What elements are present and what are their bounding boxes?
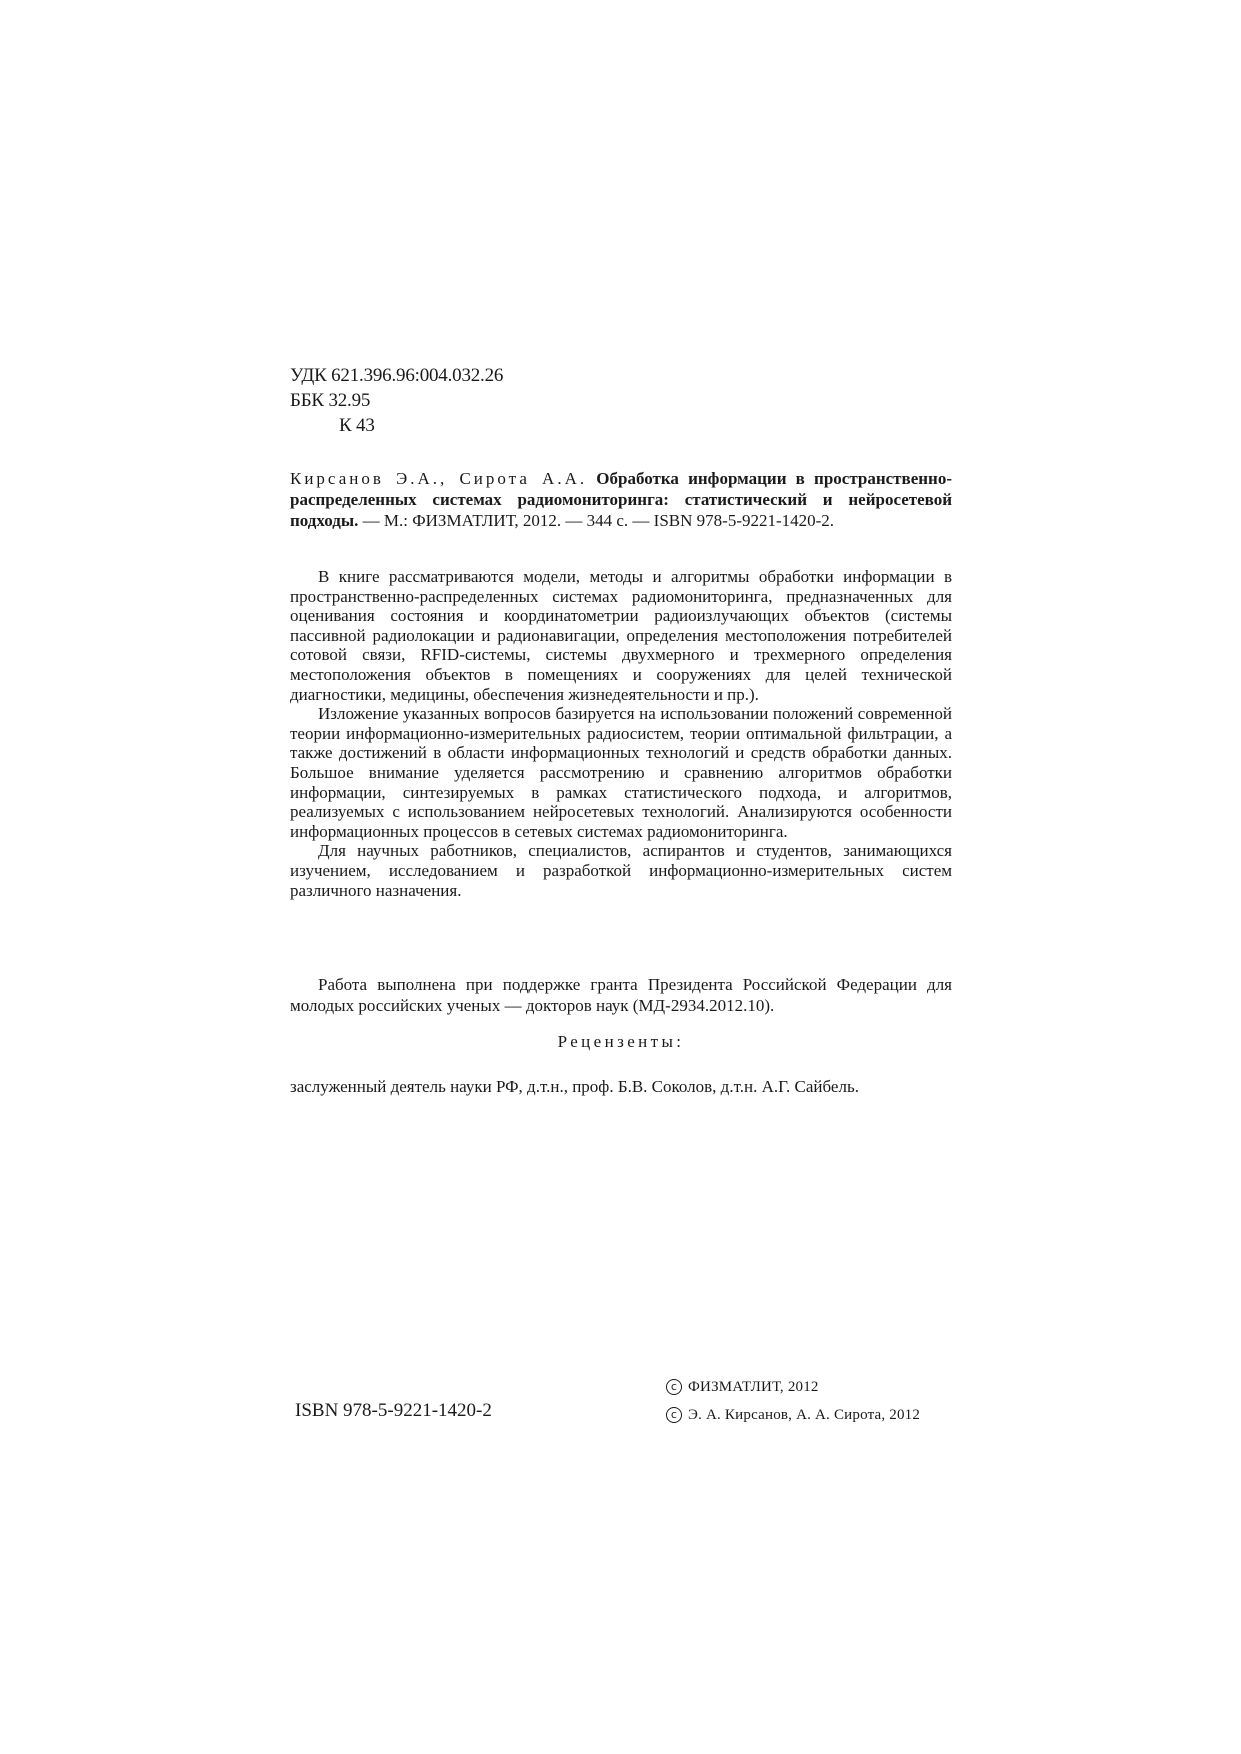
copyright-publisher: ФИЗМАТЛИТ, 2012 (688, 1379, 819, 1395)
reviewers-heading: Рецензенты: (557, 1032, 685, 1051)
abstract-paragraph: Для научных работников, специалистов, аспирантов и студентов, занимающихся изучением, исследованием и разработкой информационно-измерительных систем различного назначения. (290, 841, 952, 900)
bibliographic-description (290, 468, 952, 531)
bib-authors: Кирсанов Э.А., Сирота А.А. (290, 469, 588, 488)
bbk-code: ББК 32.95 (290, 390, 371, 411)
copyright-icon: c (666, 1379, 682, 1395)
grant-text: Работа выполнена при поддержке гранта Президента Российской Федерации для молодых российских ученых — докторов наук (МД-2934.2012.10). (290, 975, 952, 1015)
author-mark: К 43 (339, 415, 375, 436)
udk-code: УДК 621.396.96:004.032.26 (290, 365, 504, 386)
abstract-paragraph: В книге рассматриваются модели, методы и алгоритмы обработки информации в пространственно-распределенных системах радиомониторинга, предназначенных для оценивания состояния и координатометрии радиоизлучающих объектов (системы пассивной радиолокации и радионавигации, определения местоположения потребителей сотовой связи, RFID-системы, системы двухмерного и трехмерного определения местоположения объектов в помещениях и сооружениях для целей технической диагностики, медицины, обеспечения жизнедеятельности и пр.). (290, 567, 952, 704)
copyright-publisher-row (666, 1373, 920, 1401)
copyright-icon: c (666, 1407, 682, 1423)
copyright-block (666, 1373, 920, 1429)
bib-title: Обработка информации в пространственно-распределенных системах радиомониторинга: статистический и нейросетевой подходы. (290, 469, 953, 530)
bib-imprint: — М.: ФИЗМАТЛИТ, 2012. — 344 с. — ISBN 978-5-9221-1420-2. (362, 511, 835, 530)
classification-block (290, 363, 503, 438)
abstract (290, 567, 952, 900)
abstract-paragraph: Изложение указанных вопросов базируется на использовании положений современной теории информационно-измерительных радиосистем, теории оптимальной фильтрации, а также достижений в области информационных технологий и средств обработки данных. Большое внимание уделяется рассмотрению и сравнению алгоритмов обработки информации, синтезируемых в рамках статистического подхода, и алгоритмов, реализуемых с использованием нейросетевых технологий. Анализируются особенности информационных процессов в сетевых системах радиомониторинга. (290, 704, 952, 841)
isbn: ISBN 978-5-9221-1420-2 (295, 1400, 492, 1421)
grant-note (290, 974, 952, 1016)
copyright-authors-row (666, 1401, 920, 1429)
copyright-authors: Э. А. Кирсанов, А. А. Сирота, 2012 (688, 1407, 921, 1423)
reviewers-list: заслуженный деятель науки РФ, д.т.н., проф. Б.В. Соколов, д.т.н. А.Г. Сайбель. (290, 1077, 859, 1096)
